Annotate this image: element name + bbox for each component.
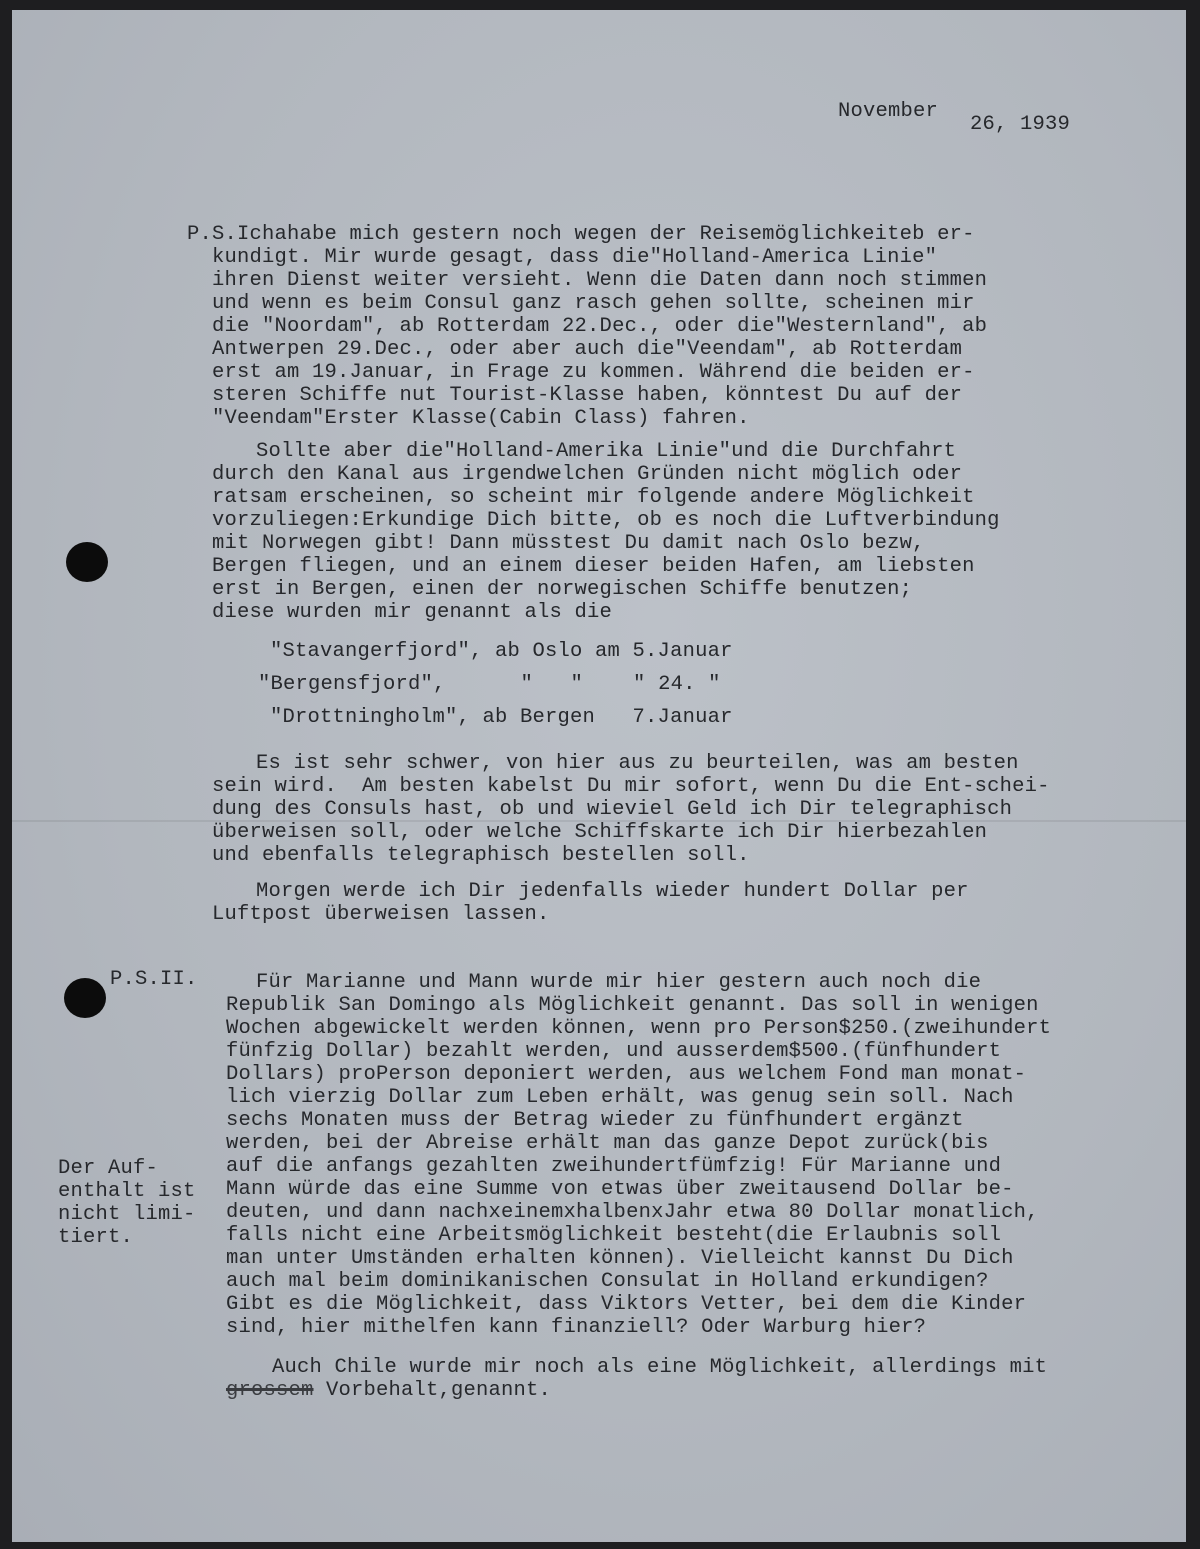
para4-line: Luftpost überweisen lassen. [212,903,550,926]
para4-line: Morgen werde ich Dir jedenfalls wieder hundert Dollar per [256,880,969,903]
ps2-line: Republik San Domingo als Möglichkeit genannt. Das soll in wenigen [226,994,1039,1017]
punch-hole-top [66,542,108,582]
ship-entry: "Stavangerfjord", ab Oslo am 5.Januar [270,640,733,663]
struck-word: grossem [226,1379,314,1402]
ps2-line: Dollars) proPerson deponiert werden, aus welchem Fond man monat- [226,1063,1027,1086]
para3-line: sein wird. Am besten kabelst Du mir sofort, wenn Du die Ent-schei- [212,775,1050,798]
ps1-line: Antwerpen 29.Dec., oder aber auch die"Veendam", ab Rotterdam [212,338,963,361]
para3-line: Es ist sehr schwer, von hier aus zu beurteilen, was am besten [256,752,1019,775]
ps1-line: P.S.Ichahabe mich gestern noch wegen der Reisemöglichkeiteb er- [187,223,975,246]
ps2-line: sechs Monaten muss der Betrag wieder zu fünfhundert ergänzt [226,1109,964,1132]
ps1-line: kundigt. Mir wurde gesagt, dass die"Holland-America Linie" [212,246,938,269]
para5-line: Auch Chile wurde mir noch als eine Möglichkeit, allerdings mit [272,1356,1048,1379]
ps2-line: lich vierzig Dollar zum Leben erhält, was genug sein soll. Nach [226,1086,1014,1109]
para2-line: ratsam erscheinen, so scheint mir folgende andere Möglichkeit [212,486,975,509]
ps2-line: sind, hier mithelfen kann finanziell? Oder Warburg hier? [226,1316,927,1339]
ps1-line: die "Noordam", ab Rotterdam 22.Dec., oder die"Westernland", ab [212,315,988,338]
para5-rest: Vorbehalt,genannt. [313,1379,552,1402]
ps1-line: und wenn es beim Consul ganz rasch gehen sollte, scheinen mir [212,292,975,315]
para2-line: mit Norwegen gibt! Dann müsstest Du damit nach Oslo bezw, [212,532,925,555]
margin-note-line: Der Auf- [58,1157,159,1180]
para2-line: erst in Bergen, einen der norwegischen Schiffe benutzen; [212,578,913,601]
ps2-line: deuten, und dann nachxeinemxhalbenxJahr etwa 80 Dollar monatlich, [226,1201,1039,1224]
para2-line: diese wurden mir genannt als die [212,601,613,624]
ps1-line: steren Schiffe nut Tourist-Klasse haben, könntest Du auf der [212,384,963,407]
para3-line: dung des Consuls hast, ob und wieviel Geld ich Dir telegraphisch [212,798,1013,821]
ps2-label: P.S.II. [110,968,198,991]
ps2-line: Für Marianne und Mann wurde mir hier gestern auch noch die [256,971,982,994]
ps2-line: werden, bei der Abreise erhält man das ganze Depot zurück(bis [226,1132,989,1155]
date-day-year: 26, 1939 [970,113,1071,136]
para2-line: Bergen fliegen, und an einem dieser beiden Hafen, am liebsten [212,555,975,578]
para2-line: Sollte aber die"Holland-Amerika Linie"und die Durchfahrt [256,440,957,463]
ps2-line: Wochen abgewickelt werden können, wenn pro Person$250.(zweihundert [226,1017,1052,1040]
margin-note-line: tiert. [58,1226,134,1249]
ps1-line: "Veendam"Erster Klasse(Cabin Class) fahren. [212,407,750,430]
ship-entry: "Drottningholm", ab Bergen 7.Januar [270,706,733,729]
ps2-line: fünfzig Dollar) bezahlt werden, und ausserdem$500.(fünfhundert [226,1040,1002,1063]
ps2-line: Mann würde das eine Summe von etwas über zweitausend Dollar be- [226,1178,1014,1201]
para5-line-2 [226,1379,551,1402]
ps2-line: man unter Umständen erhalten können). Vielleicht kannst Du Dich [226,1247,1014,1270]
ps2-line: Gibt es die Möglichkeit, dass Viktors Vetter, bei dem die Kinder [226,1293,1027,1316]
margin-note-line: enthalt ist [58,1180,196,1203]
para3-line: und ebenfalls telegraphisch bestellen soll. [212,844,750,867]
ship-entry: "Bergensfjord", " " " 24. " [258,673,721,696]
ps1-line: ihren Dienst weiter versieht. Wenn die Daten dann noch stimmen [212,269,988,292]
para2-line: vorzuliegen:Erkundige Dich bitte, ob es noch die Luftverbindung [212,509,1000,532]
margin-note-line: nicht limi- [58,1203,196,1226]
punch-hole-bottom [64,978,106,1018]
para2-line: durch den Kanal aus irgendwelchen Gründen nicht möglich oder [212,463,963,486]
ps2-line: falls nicht eine Arbeitsmöglichkeit besteht(die Erlaubnis soll [226,1224,1002,1247]
para3-line: überweisen soll, oder welche Schiffskarte ich Dir hierbezahlen [212,821,988,844]
ps2-line: auch mal beim dominikanischen Consulat in Holland erkundigen? [226,1270,989,1293]
ps2-line: auf die anfangs gezahlten zweihundertfümfzig! Für Marianne und [226,1155,1002,1178]
letter-page [12,10,1186,1542]
ps1-line: erst am 19.Januar, in Frage zu kommen. Während die beiden er- [212,361,975,384]
date-month: November [838,100,939,123]
